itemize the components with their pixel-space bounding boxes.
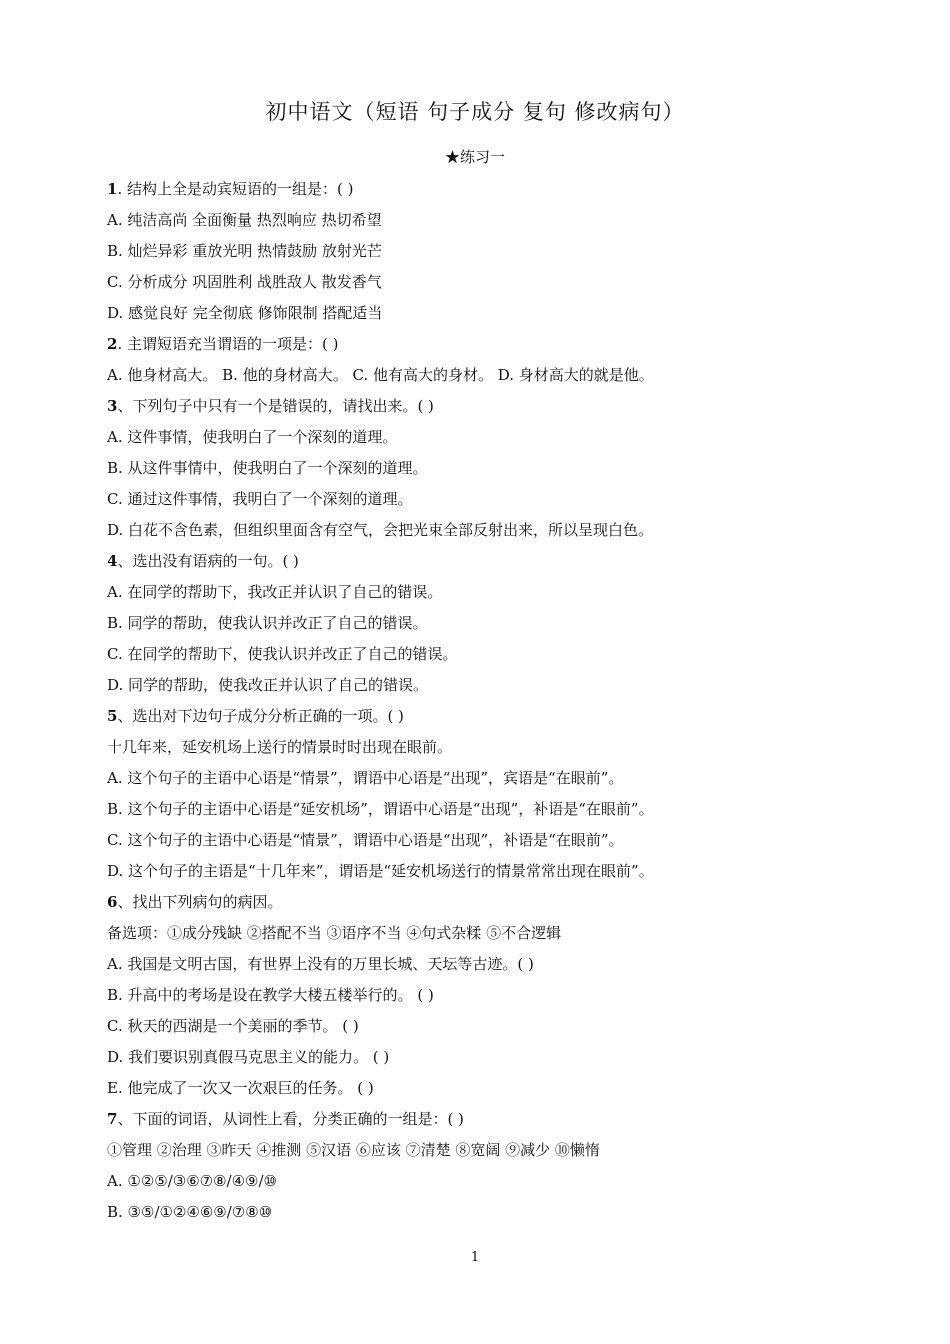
text-line	[107, 1135, 867, 1166]
text-line	[107, 763, 867, 794]
text-line	[107, 732, 867, 763]
line-text: A. 在同学的帮助下，我改正并认识了自己的错误。	[107, 583, 443, 601]
text-line	[107, 1073, 867, 1104]
text-line	[107, 608, 867, 639]
text-line	[107, 1042, 867, 1073]
question-stem	[107, 887, 867, 918]
line-text: D. 白花不含色素，但组织里面含有空气，会把光束全部反射出来，所以呈现白色。	[107, 521, 654, 539]
line-text: D. 同学的帮助，使我改正并认识了自己的错误。	[107, 676, 429, 694]
text-line	[107, 918, 867, 949]
question-number: 5	[107, 707, 118, 725]
line-text: C. 在同学的帮助下，使我认识并改正了自己的错误。	[107, 645, 458, 663]
text-line	[107, 949, 867, 980]
question-stem	[107, 701, 867, 732]
line-text: B. 升高中的考场是设在教学大楼五楼举行的。 ( )	[107, 986, 434, 1004]
question-number: 3	[107, 397, 118, 415]
line-text: 、下列句子中只有一个是错误的，请找出来。( )	[117, 397, 434, 415]
question-number: 6	[107, 893, 118, 911]
line-text: A. 这个句子的主语中心语是“情景”，谓语中心语是“出现”，宾语是“在眼前”。	[107, 769, 624, 787]
text-line	[107, 1197, 867, 1228]
text-line	[107, 577, 867, 608]
line-text: A. 我国是文明古国，有世界上没有的万里长城、天坛等古迹。( )	[107, 955, 534, 973]
line-text: 十几年来，延安机场上送行的情景时时出现在眼前。	[107, 738, 453, 756]
line-text: 、找出下列病句的病因。	[117, 893, 283, 911]
line-text: A. 纯洁高尚 全面衡量 热烈响应 热切希望	[107, 211, 382, 229]
line-text: . 主谓短语充当谓语的一项是：( )	[117, 335, 339, 353]
line-text: C. 分析成分 巩固胜利 战胜敌人 散发香气	[107, 273, 382, 291]
line-text: A. 他身材高大。 B. 他的身材高大。 C. 他有高大的身材。 D. 身材高大的就是他。	[107, 366, 654, 384]
page-title: 初中语文（短语 句子成分 复句 修改病句）	[265, 100, 685, 124]
question-number: 2	[107, 335, 118, 353]
line-text: 、下面的词语，从词性上看，分类正确的一组是：( )	[117, 1110, 464, 1128]
question-number: 4	[107, 552, 118, 570]
line-text: 、选出没有语病的一句。( )	[117, 552, 299, 570]
line-text: D. 我们要识别真假马克思主义的能力。 ( )	[107, 1048, 390, 1066]
text-line	[107, 639, 867, 670]
text-line	[107, 1011, 867, 1042]
line-text: B. 从这件事情中，使我明白了一个深刻的道理。	[107, 459, 428, 477]
text-line	[107, 484, 867, 515]
question-stem	[107, 174, 867, 205]
text-line	[107, 980, 867, 1011]
line-text: ①管理 ②治理 ③昨天 ④推测 ⑤汉语 ⑥应该 ⑦清楚 ⑧宽阔 ⑨减少 ⑩懒惰	[107, 1141, 600, 1159]
line-text: B. 同学的帮助，使我认识并改正了自己的错误。	[107, 614, 428, 632]
text-line	[107, 453, 867, 484]
text-line	[107, 422, 867, 453]
line-text: C. 这个句子的主语中心语是“情景”，谓语中心语是“出现”，补语是“在眼前”。	[107, 831, 624, 849]
question-number: 7	[107, 1110, 118, 1128]
line-text: B. 这个句子的主语中心语是“延安机场”，谓语中心语是“出现”，补语是“在眼前”。	[107, 800, 654, 818]
question-stem	[107, 329, 867, 360]
text-line	[107, 515, 867, 546]
line-text: . 结构上全是动宾短语的一组是：( )	[117, 180, 354, 198]
line-text: B. ③⑤/①②④⑥⑨/⑦⑧⑩	[107, 1203, 273, 1221]
line-text: E. 他完成了一次又一次艰巨的任务。 ( )	[107, 1079, 374, 1097]
line-text: 备选项：①成分残缺 ②搭配不当 ③语序不当 ④句式杂糅 ⑤不合逻辑	[107, 924, 562, 942]
line-text: 、选出对下边句子成分分析正确的一项。( )	[117, 707, 404, 725]
line-text: A. ①②⑤/③⑥⑦⑧/④⑨/⑩	[107, 1172, 278, 1190]
text-line	[107, 670, 867, 701]
text-line	[107, 1166, 867, 1197]
line-text: D. 感觉良好 完全彻底 修饰限制 搭配适当	[107, 304, 383, 322]
line-text: C. 秋天的西湖是一个美丽的季节。 ( )	[107, 1017, 359, 1035]
line-text: A. 这件事情，使我明白了一个深刻的道理。	[107, 428, 398, 446]
line-text: D. 这个句子的主语是“十几年来”，谓语是“延安机场送行的情景常常出现在眼前”。	[107, 862, 654, 880]
line-text: B. 灿烂异彩 重放光明 热情鼓励 放射光芒	[107, 242, 382, 260]
text-line	[107, 205, 867, 236]
line-text: C. 通过这件事情，我明白了一个深刻的道理。	[107, 490, 413, 508]
question-stem	[107, 1104, 867, 1135]
question-number: 1	[107, 180, 118, 198]
text-line	[107, 360, 867, 391]
document-body	[107, 174, 867, 1228]
text-line	[107, 856, 867, 887]
section-title: ★练习一	[444, 148, 505, 166]
question-stem	[107, 391, 867, 422]
text-line	[107, 267, 867, 298]
text-line	[107, 236, 867, 267]
text-line	[107, 794, 867, 825]
question-stem	[107, 546, 867, 577]
text-line	[107, 825, 867, 856]
page-number: 1	[470, 1250, 480, 1265]
text-line	[107, 298, 867, 329]
